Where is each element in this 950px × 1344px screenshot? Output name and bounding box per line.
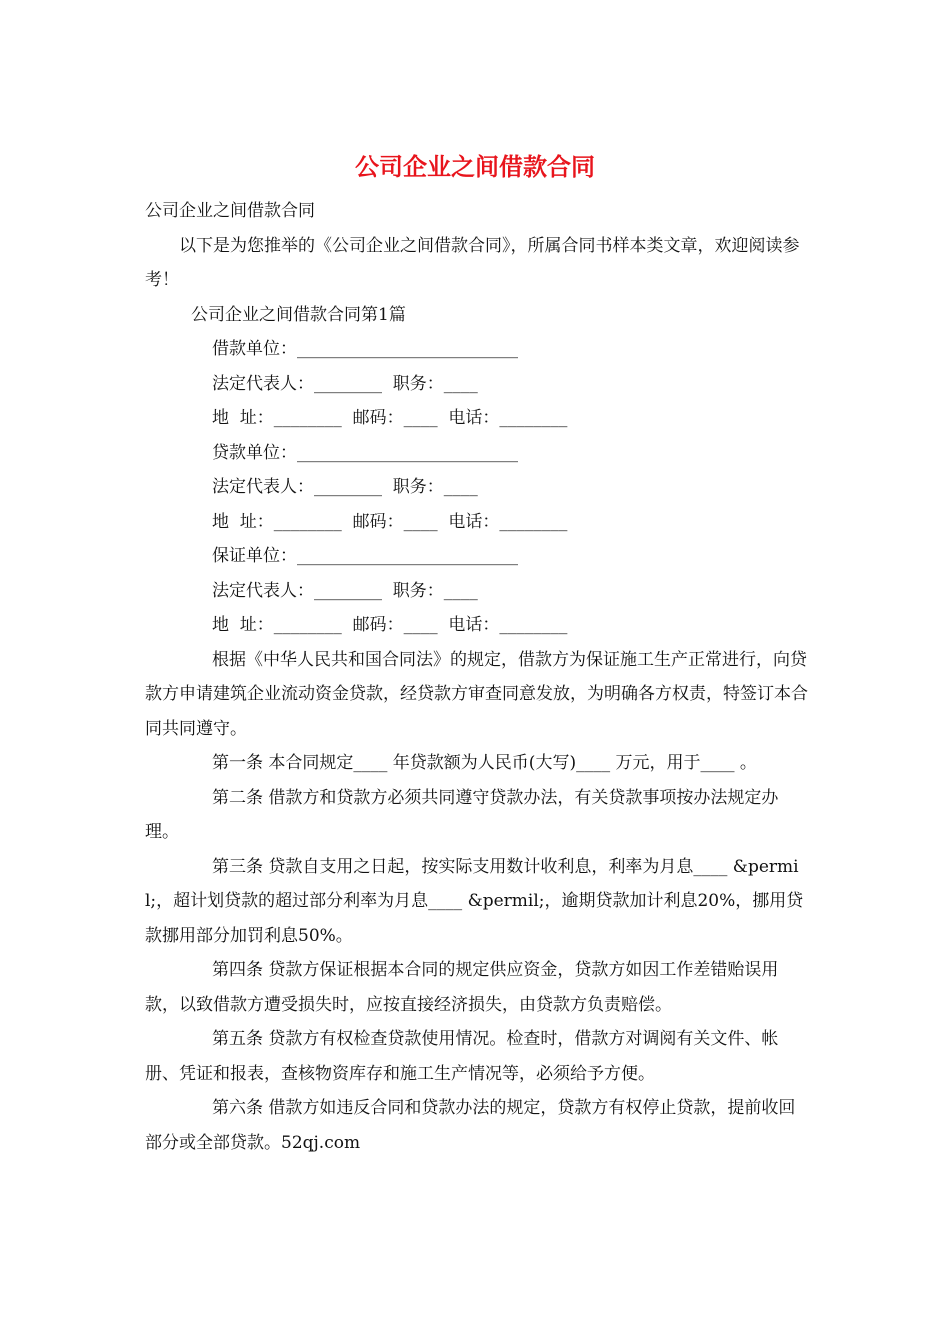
party-line: 地 址：________ 邮码：____ 电话：________ <box>212 408 568 428</box>
intro-paragraph: 以下是为您推举的《公司企业之间借款合同》，所属合同书样本类文章，欢迎阅读参考！ <box>145 235 800 290</box>
party-line: 地 址：________ 邮码：____ 电话：________ <box>212 615 568 635</box>
party-line: 借款单位：__________________________ <box>212 339 518 359</box>
section-heading: 公司企业之间借款合同第1篇 <box>191 304 406 325</box>
party-line: 法定代表人：________ 职务：____ <box>212 373 478 394</box>
article-paragraph: 第二条 借款方和贷款方必须共同遵守贷款办法，有关贷款事项按办法规定办理。 <box>145 787 779 842</box>
document-body <box>145 194 810 1160</box>
document-title: 公司企业之间借款合同 <box>355 153 595 181</box>
body-paragraph: 根据《中华人民共和国合同法》的规定，借款方为保证施工生产正常进行，向贷款方申请建筑企业流动资金贷款，经贷款方审查同意发放，为明确各方权责，特签订本合同共同遵守。 <box>145 649 808 739</box>
article-paragraph: 第六条 借款方如违反合同和贷款办法的规定，贷款方有权停止贷款，提前收回部分或全部贷款。52qj.com <box>145 1098 796 1153</box>
party-line: 地 址：________ 邮码：____ 电话：________ <box>212 511 568 532</box>
article-paragraph: 第一条 本合同规定____ 年贷款额为人民币(大写)____ 万元，用于____ 。 <box>212 753 757 773</box>
party-line: 法定代表人：________ 职务：____ <box>212 580 478 601</box>
document-subtitle: 公司企业之间借款合同 <box>145 201 315 221</box>
party-line: 贷款单位：__________________________ <box>212 442 518 463</box>
party-line: 法定代表人：________ 职务：____ <box>212 477 478 497</box>
party-line: 保证单位：__________________________ <box>212 546 518 566</box>
article-paragraph: 第五条 贷款方有权检查贷款使用情况。检查时，借款方对调阅有关文件、帐册、凭证和报表，查核物资库存和施工生产情况等，必须给予方便。 <box>145 1029 779 1084</box>
article-paragraph: 第四条 贷款方保证根据本合同的规定供应资金，贷款方如因工作差错贻误用款，以致借款方遭受损失时，应按直接经济损失，由贷款方负责赔偿。 <box>145 960 779 1015</box>
article-paragraph: 第三条 贷款自支用之日起，按实际支用数计收利息，利率为月息____ &permil;，超计划贷款的超过部分利率为月息____ &permil;，逾期贷款加计利息20%，挪用贷款挪用部分加罚利息50%。 <box>145 856 804 946</box>
